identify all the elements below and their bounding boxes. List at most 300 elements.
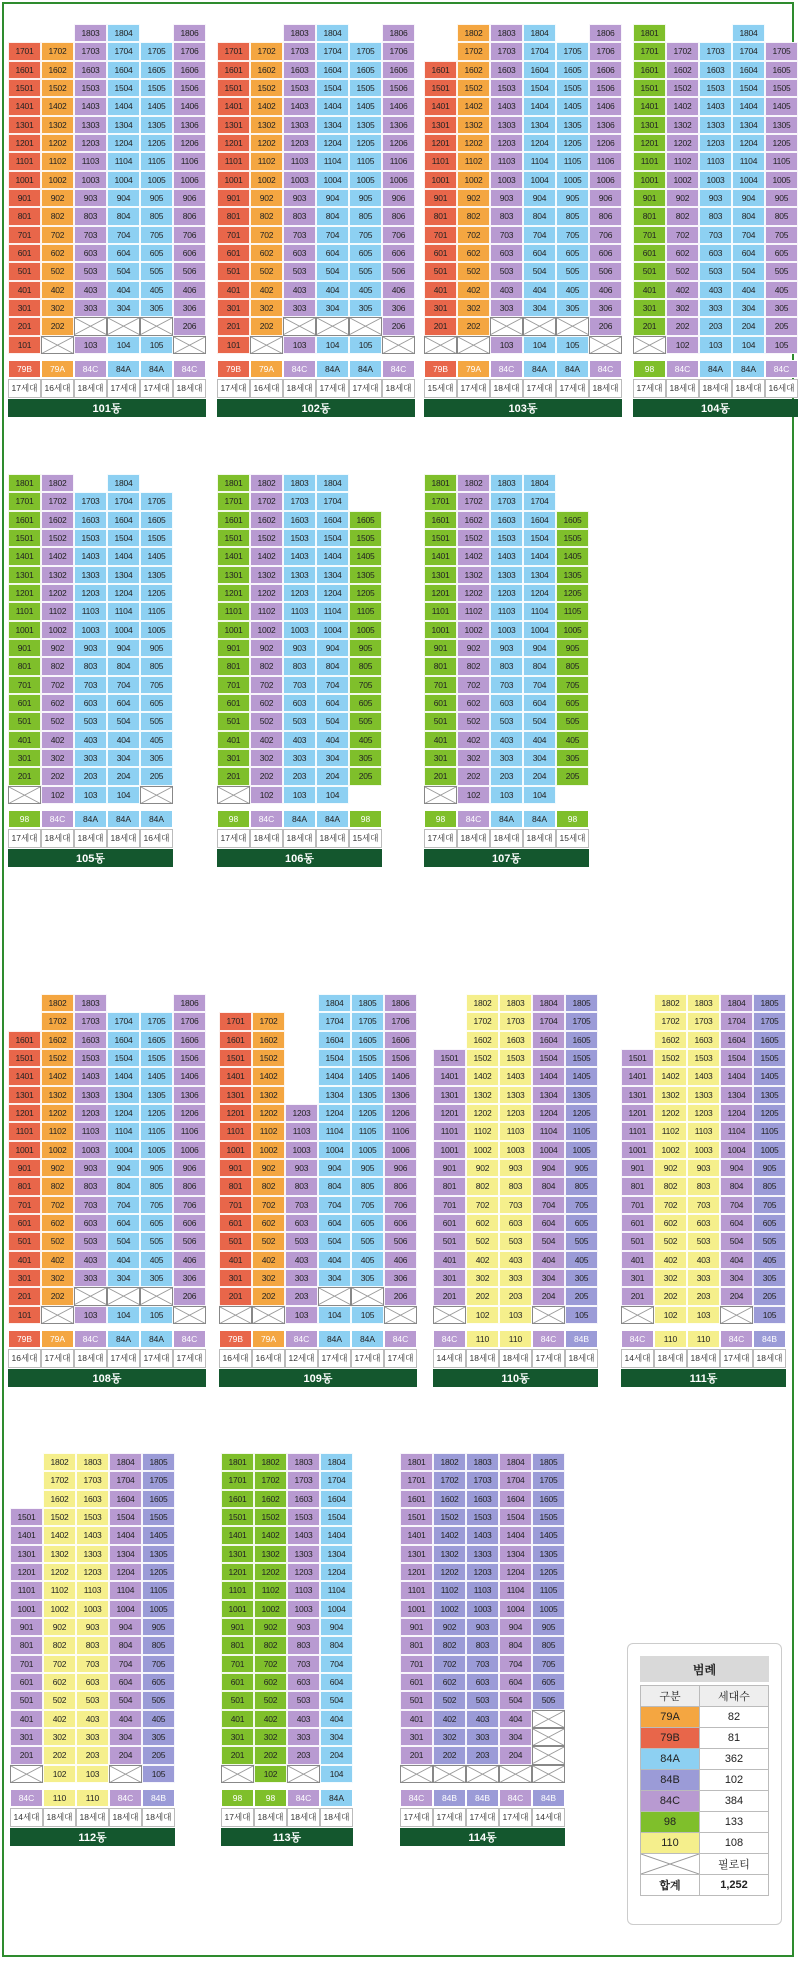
pilotis-cell xyxy=(349,317,382,335)
unit-count-label: 18세대 xyxy=(699,379,732,398)
unit-type-label: 79B xyxy=(424,360,457,378)
unit-cell: 801 xyxy=(8,207,41,225)
unit-cell: 903 xyxy=(490,189,523,207)
building-name: 108동 xyxy=(8,1369,206,1387)
unit-cell: 201 xyxy=(8,1287,41,1305)
building-name: 103동 xyxy=(424,399,622,417)
unit-cell: 1802 xyxy=(466,994,499,1012)
unit-cell: 1301 xyxy=(433,1086,466,1104)
unit-cell: 904 xyxy=(316,189,349,207)
unit-cell: 804 xyxy=(318,1177,351,1195)
unit-cell: 1105 xyxy=(765,152,798,170)
unit-cell: 1404 xyxy=(320,1526,353,1544)
unit-cell: 305 xyxy=(765,299,798,317)
unit-cell: 803 xyxy=(287,1636,320,1654)
unit-cell: 902 xyxy=(254,1618,287,1636)
unit-cell: 202 xyxy=(250,767,283,785)
unit-cell: 1703 xyxy=(74,42,107,60)
unit-cell: 1201 xyxy=(8,584,41,602)
unit-cell: 1703 xyxy=(466,1471,499,1489)
unit-cell: 1503 xyxy=(283,529,316,547)
unit-cell: 1203 xyxy=(699,134,732,152)
unit-cell: 805 xyxy=(753,1177,786,1195)
unit-count-label: 18세대 xyxy=(41,829,74,848)
unit-cell: 1104 xyxy=(523,152,556,170)
unit-cell: 303 xyxy=(699,299,732,317)
unit-type-label: 84A xyxy=(320,1789,353,1807)
type-row xyxy=(424,810,589,828)
building-name: 113동 xyxy=(221,1828,353,1846)
unit-cell: 701 xyxy=(8,676,41,694)
unit-cell: 905 xyxy=(351,1159,384,1177)
unit-cell: 1202 xyxy=(666,134,699,152)
unit-cell: 1501 xyxy=(424,79,457,97)
unit-type-label: 79A xyxy=(41,1330,74,1348)
unit-cell: 403 xyxy=(490,731,523,749)
unit-cell: 302 xyxy=(654,1269,687,1287)
unit-cell: 304 xyxy=(109,1728,142,1746)
unit-cell: 1404 xyxy=(109,1526,142,1544)
unit-cell: 1705 xyxy=(142,1471,175,1489)
unit-cell: 1306 xyxy=(173,1086,206,1104)
unit-cell: 303 xyxy=(490,299,523,317)
unit-cell: 1203 xyxy=(490,134,523,152)
unit-cell: 1301 xyxy=(219,1086,252,1104)
unit-cell: 1701 xyxy=(8,492,41,510)
unit-cell: 301 xyxy=(633,299,666,317)
unit-cell: 806 xyxy=(173,1177,206,1195)
building-name: 104동 xyxy=(633,399,798,417)
unit-cell: 504 xyxy=(320,1691,353,1709)
unit-cell: 1405 xyxy=(349,547,382,565)
unit-cell: 804 xyxy=(107,657,140,675)
unit-cell: 1304 xyxy=(109,1545,142,1563)
unit-cell: 1101 xyxy=(8,602,41,620)
unit-cell: 1003 xyxy=(74,1141,107,1159)
unit-cell: 602 xyxy=(41,244,74,262)
unit-cell: 802 xyxy=(433,1636,466,1654)
unit-cell: 402 xyxy=(252,1251,285,1269)
unit-cell: 702 xyxy=(466,1196,499,1214)
unit-cell: 1703 xyxy=(74,1012,107,1030)
unit-cell: 1202 xyxy=(457,584,490,602)
unit-cell: 1002 xyxy=(250,171,283,189)
unit-cell: 1104 xyxy=(320,1581,353,1599)
unit-cell: 1005 xyxy=(349,171,382,189)
unit-cell: 1606 xyxy=(384,1031,417,1049)
type-row xyxy=(8,1330,206,1348)
unit-cell: 1104 xyxy=(532,1122,565,1140)
unit-cell: 1002 xyxy=(41,1141,74,1159)
unit-cell: 1401 xyxy=(621,1067,654,1085)
unit-cell: 503 xyxy=(76,1691,109,1709)
unit-cell: 1402 xyxy=(433,1526,466,1544)
unit-cell: 1005 xyxy=(140,1141,173,1159)
unit-cell: 1804 xyxy=(109,1453,142,1471)
unit-cell: 1603 xyxy=(287,1490,320,1508)
unit-cell: 1603 xyxy=(74,61,107,79)
unit-cell: 402 xyxy=(457,731,490,749)
unit-cell: 1505 xyxy=(765,79,798,97)
unit-cell: 1503 xyxy=(74,529,107,547)
unit-cell: 1401 xyxy=(217,97,250,115)
unit-cell: 1003 xyxy=(285,1141,318,1159)
unit-cell: 801 xyxy=(424,207,457,225)
unit-cell: 1002 xyxy=(666,171,699,189)
unit-count-label: 17세대 xyxy=(221,1808,254,1827)
unit-cell: 1505 xyxy=(140,1049,173,1067)
unit-cell: 203 xyxy=(74,767,107,785)
unit-cell: 1506 xyxy=(173,1049,206,1067)
unit-cell: 1103 xyxy=(74,152,107,170)
unit-cell: 103 xyxy=(499,1306,532,1324)
unit-cell: 1404 xyxy=(499,1526,532,1544)
unit-cell: 603 xyxy=(283,244,316,262)
unit-cell: 1202 xyxy=(43,1563,76,1581)
unit-cell: 1004 xyxy=(107,171,140,189)
unit-cell: 501 xyxy=(621,1232,654,1250)
unit-count-label: 17세대 xyxy=(318,1349,351,1368)
unit-cell: 1002 xyxy=(250,621,283,639)
unit-cell: 1602 xyxy=(433,1490,466,1508)
count-row xyxy=(8,1349,206,1368)
unit-cell: 1004 xyxy=(532,1141,565,1159)
unit-cell: 505 xyxy=(532,1691,565,1709)
unit-cell: 1402 xyxy=(41,547,74,565)
unit-cell: 1806 xyxy=(589,24,622,42)
unit-cell: 405 xyxy=(351,1251,384,1269)
unit-cell: 1405 xyxy=(532,1526,565,1544)
unit-cell: 1804 xyxy=(107,24,140,42)
unit-cell: 801 xyxy=(221,1636,254,1654)
unit-cell: 1602 xyxy=(666,61,699,79)
unit-cell: 1405 xyxy=(556,97,589,115)
unit-cell: 1605 xyxy=(532,1490,565,1508)
type-row xyxy=(10,1789,175,1807)
unit-cell: 1702 xyxy=(250,492,283,510)
unit-cell: 1201 xyxy=(217,584,250,602)
unit-cell: 201 xyxy=(8,317,41,335)
unit-cell: 1405 xyxy=(556,547,589,565)
unit-cell: 1603 xyxy=(283,511,316,529)
unit-cell: 903 xyxy=(287,1618,320,1636)
unit-cell: 1301 xyxy=(8,116,41,134)
unit-cell: 206 xyxy=(382,317,415,335)
unit-cell: 1003 xyxy=(283,621,316,639)
unit-cell: 1001 xyxy=(621,1141,654,1159)
unit-cell: 1404 xyxy=(732,97,765,115)
unit-cell: 1302 xyxy=(457,566,490,584)
unit-cell: 701 xyxy=(400,1655,433,1673)
legend-type: 98 xyxy=(641,1812,700,1833)
unit-cell: 603 xyxy=(74,1214,107,1232)
unit-cell: 1704 xyxy=(523,492,556,510)
unit-cell: 1202 xyxy=(433,1563,466,1581)
unit-cell: 304 xyxy=(320,1728,353,1746)
unit-cell: 1501 xyxy=(219,1049,252,1067)
unit-cell: 505 xyxy=(140,262,173,280)
unit-cell: 502 xyxy=(41,262,74,280)
unit-cell: 704 xyxy=(532,1196,565,1214)
unit-cell: 605 xyxy=(753,1214,786,1232)
unit-cell: 505 xyxy=(753,1232,786,1250)
unit-count-label: 17세대 xyxy=(424,829,457,848)
unit-cell: 1604 xyxy=(532,1031,565,1049)
unit-cell: 1803 xyxy=(287,1453,320,1471)
unit-cell: 1802 xyxy=(457,474,490,492)
unit-cell: 206 xyxy=(384,1287,417,1305)
unit-cell: 204 xyxy=(499,1746,532,1764)
legend-table xyxy=(640,1685,769,1896)
unit-cell: 1301 xyxy=(424,566,457,584)
unit-cell: 401 xyxy=(217,281,250,299)
unit-cell: 1403 xyxy=(283,547,316,565)
unit-cell: 103 xyxy=(699,336,732,354)
unit-cell: 1402 xyxy=(41,1067,74,1085)
unit-cell: 1504 xyxy=(107,529,140,547)
unit-cell: 1205 xyxy=(556,134,589,152)
unit-cell: 1705 xyxy=(351,1012,384,1030)
unit-cell: 305 xyxy=(140,299,173,317)
unit-cell: 1801 xyxy=(217,474,250,492)
unit-cell: 801 xyxy=(424,657,457,675)
pilotis-cell xyxy=(499,1765,532,1783)
building-name: 107동 xyxy=(424,849,589,867)
unit-cell: 1303 xyxy=(74,116,107,134)
unit-cell: 1603 xyxy=(283,61,316,79)
unit-cell: 603 xyxy=(699,244,732,262)
unit-cell: 505 xyxy=(556,262,589,280)
unit-cell: 603 xyxy=(499,1214,532,1232)
unit-cell: 1004 xyxy=(109,1600,142,1618)
unit-cell: 105 xyxy=(556,336,589,354)
unit-cell: 303 xyxy=(283,299,316,317)
unit-cell: 1404 xyxy=(523,547,556,565)
unit-cell: 1802 xyxy=(41,474,74,492)
unit-cell: 1305 xyxy=(349,116,382,134)
unit-cell: 1403 xyxy=(699,97,732,115)
unit-cell: 1305 xyxy=(140,1086,173,1104)
unit-cell: 403 xyxy=(74,1251,107,1269)
unit-cell: 1101 xyxy=(8,152,41,170)
unit-cell: 1505 xyxy=(556,529,589,547)
unit-cell: 901 xyxy=(621,1159,654,1177)
unit-cell: 1802 xyxy=(250,474,283,492)
unit-cell: 1601 xyxy=(217,511,250,529)
unit-cell: 805 xyxy=(556,207,589,225)
unit-cell: 1603 xyxy=(74,511,107,529)
unit-count-label: 17세대 xyxy=(433,1808,466,1827)
unit-cell: 703 xyxy=(283,226,316,244)
unit-cell: 704 xyxy=(316,676,349,694)
unit-cell: 604 xyxy=(523,244,556,262)
unit-cell: 604 xyxy=(320,1673,353,1691)
unit-cell: 1803 xyxy=(283,474,316,492)
unit-cell: 1705 xyxy=(556,42,589,60)
unit-count-label: 18세대 xyxy=(499,1349,532,1368)
unit-cell: 1402 xyxy=(254,1526,287,1544)
unit-cell: 804 xyxy=(523,207,556,225)
unit-count-label: 17세대 xyxy=(532,1349,565,1368)
unit-cell: 704 xyxy=(523,226,556,244)
unit-cell: 506 xyxy=(173,262,206,280)
unit-cell: 1505 xyxy=(556,79,589,97)
unit-cell: 1506 xyxy=(589,79,622,97)
unit-cell: 604 xyxy=(316,244,349,262)
unit-cell: 704 xyxy=(107,676,140,694)
unit-cell: 805 xyxy=(532,1636,565,1654)
unit-cell: 1705 xyxy=(349,42,382,60)
unit-cell: 301 xyxy=(424,749,457,767)
unit-cell: 1005 xyxy=(556,171,589,189)
unit-cell: 402 xyxy=(457,281,490,299)
unit-cell: 704 xyxy=(318,1196,351,1214)
unit-cell: 403 xyxy=(283,281,316,299)
pilotis-cell xyxy=(457,336,490,354)
unit-cell: 405 xyxy=(556,281,589,299)
unit-cell: 802 xyxy=(457,207,490,225)
pilotis-cell xyxy=(400,1765,433,1783)
unit-cell: 1806 xyxy=(382,24,415,42)
unit-cell: 1303 xyxy=(76,1545,109,1563)
unit-count-label: 18세대 xyxy=(589,379,622,398)
count-row xyxy=(219,1349,417,1368)
unit-cell: 1406 xyxy=(382,97,415,115)
unit-cell: 1204 xyxy=(318,1104,351,1122)
unit-cell: 505 xyxy=(556,712,589,730)
unit-cell: 904 xyxy=(532,1159,565,1177)
unit-cell: 201 xyxy=(433,1287,466,1305)
unit-cell: 202 xyxy=(41,767,74,785)
unit-cell: 1706 xyxy=(382,42,415,60)
unit-cell: 902 xyxy=(466,1159,499,1177)
unit-cell: 1305 xyxy=(532,1545,565,1563)
unit-cell: 503 xyxy=(283,262,316,280)
unit-cell: 902 xyxy=(41,1159,74,1177)
unit-cell: 403 xyxy=(466,1710,499,1728)
unit-cell: 1706 xyxy=(589,42,622,60)
pilotis-cell xyxy=(556,317,589,335)
unit-cell: 1702 xyxy=(41,492,74,510)
unit-cell: 405 xyxy=(556,731,589,749)
unit-cell: 803 xyxy=(490,657,523,675)
unit-cell: 401 xyxy=(217,731,250,749)
unit-cell: 705 xyxy=(556,676,589,694)
unit-cell: 301 xyxy=(424,299,457,317)
unit-cell: 1702 xyxy=(457,492,490,510)
unit-cell: 702 xyxy=(250,226,283,244)
unit-cell: 401 xyxy=(219,1251,252,1269)
unit-cell: 1102 xyxy=(250,602,283,620)
unit-cell: 601 xyxy=(424,244,457,262)
unit-cell: 1103 xyxy=(287,1581,320,1599)
unit-cell: 1504 xyxy=(107,79,140,97)
unit-cell: 1805 xyxy=(351,994,384,1012)
unit-type-label: 84C xyxy=(400,1789,433,1807)
unit-cell: 704 xyxy=(107,1196,140,1214)
unit-cell: 1604 xyxy=(318,1031,351,1049)
unit-cell: 1003 xyxy=(687,1141,720,1159)
unit-cell: 804 xyxy=(107,207,140,225)
unit-cell: 903 xyxy=(490,639,523,657)
unit-type-label: 84C xyxy=(287,1789,320,1807)
unit-cell: 803 xyxy=(283,657,316,675)
pilotis-cell xyxy=(433,1306,466,1324)
unit-cell: 1603 xyxy=(490,61,523,79)
unit-cell: 904 xyxy=(107,189,140,207)
unit-cell: 1203 xyxy=(466,1563,499,1581)
unit-cell: 902 xyxy=(250,639,283,657)
unit-cell: 1306 xyxy=(382,116,415,134)
unit-cell: 103 xyxy=(74,336,107,354)
unit-cell: 604 xyxy=(499,1673,532,1691)
unit-cell: 801 xyxy=(219,1177,252,1195)
unit-cell: 1805 xyxy=(565,994,598,1012)
unit-cell: 1501 xyxy=(8,1049,41,1067)
unit-cell: 1605 xyxy=(140,1031,173,1049)
unit-cell: 1005 xyxy=(532,1600,565,1618)
pilotis-cell xyxy=(633,336,666,354)
unit-cell: 403 xyxy=(283,731,316,749)
unit-cell: 1002 xyxy=(466,1141,499,1159)
unit-count-label: 18세대 xyxy=(74,829,107,848)
unit-cell: 503 xyxy=(687,1232,720,1250)
unit-cell: 1001 xyxy=(424,621,457,639)
unit-cell: 502 xyxy=(666,262,699,280)
unit-cell: 104 xyxy=(320,1765,353,1783)
unit-cell: 1302 xyxy=(41,116,74,134)
unit-count-label: 16세대 xyxy=(250,379,283,398)
unit-cell: 603 xyxy=(74,244,107,262)
unit-cell: 1005 xyxy=(140,171,173,189)
unit-cell: 1102 xyxy=(666,152,699,170)
unit-cell: 902 xyxy=(433,1618,466,1636)
unit-cell: 1603 xyxy=(76,1490,109,1508)
unit-cell: 1001 xyxy=(217,621,250,639)
unit-cell: 202 xyxy=(41,317,74,335)
unit-cell: 101 xyxy=(8,336,41,354)
unit-type-label: 84C xyxy=(589,360,622,378)
unit-cell: 1604 xyxy=(720,1031,753,1049)
unit-type-label: 84A xyxy=(140,360,173,378)
unit-cell: 703 xyxy=(287,1655,320,1673)
unit-cell: 604 xyxy=(523,694,556,712)
building-name: 111동 xyxy=(621,1369,786,1387)
unit-cell: 1804 xyxy=(732,24,765,42)
unit-cell: 1703 xyxy=(499,1012,532,1030)
unit-cell: 1501 xyxy=(10,1508,43,1526)
unit-cell: 202 xyxy=(43,1746,76,1764)
unit-cell: 1306 xyxy=(589,116,622,134)
unit-cell: 704 xyxy=(523,676,556,694)
unit-cell: 802 xyxy=(43,1636,76,1654)
unit-cell: 1402 xyxy=(654,1067,687,1085)
unit-cell: 504 xyxy=(107,712,140,730)
unit-cell: 703 xyxy=(74,676,107,694)
pilotis-cell xyxy=(250,336,283,354)
unit-cell: 1004 xyxy=(732,171,765,189)
count-row xyxy=(621,1349,786,1368)
unit-cell: 303 xyxy=(74,1269,107,1287)
unit-cell: 1505 xyxy=(532,1508,565,1526)
unit-cell: 805 xyxy=(349,207,382,225)
unit-cell: 603 xyxy=(490,244,523,262)
unit-cell: 1106 xyxy=(173,152,206,170)
unit-cell: 906 xyxy=(382,189,415,207)
legend-header-count: 세대수 xyxy=(700,1686,769,1707)
unit-cell: 501 xyxy=(8,712,41,730)
unit-cell: 102 xyxy=(41,786,74,804)
